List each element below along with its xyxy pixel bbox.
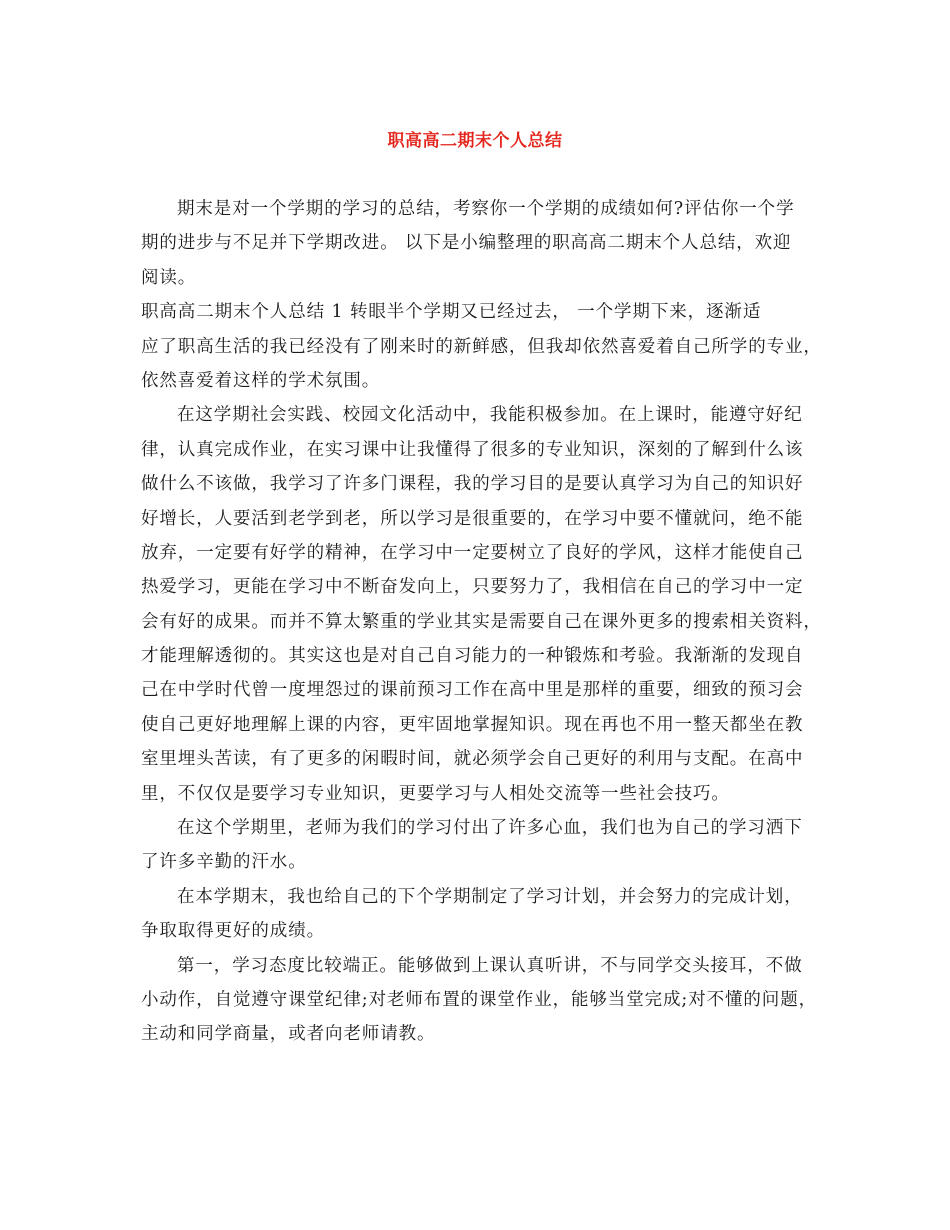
text-line: 己在中学时代曾一度埋怨过的课前预习工作在高中里是那样的重要，细致的预习会 [141, 680, 804, 701]
text-line: 热爱学习，更能在学习中不断奋发向上，只要努力了，我相信在自己的学习中一定 [141, 577, 804, 598]
text-line: 应了职高生活的我已经没有了刚来时的新鲜感，但我却依然喜爱着自己所学的专业， [141, 336, 822, 357]
text-line: 在这学期社会实践、校园文化活动中，我能积极参加。在上课时，能遵守好纪 [177, 405, 803, 426]
text-line: 主动和同学商量，或者向老师请教。 [141, 1024, 436, 1045]
text-line: 使自己更好地理解上课的内容，更牢固地掌握知识。现在再也不用一整天都坐在教 [141, 714, 804, 735]
text-line: 在本学期末，我也给自己的下个学期制定了学习计划，并会努力的完成计划， [177, 886, 803, 907]
text-line: 职高高二期末个人总结 1 转眼半个学期又已经过去， 一个学期下来，逐渐适 [141, 302, 762, 323]
text-line: 期的进步与不足并下学期改进。 以下是小编整理的职高高二期末个人总结，欢迎 [141, 233, 792, 254]
document-body [141, 192, 831, 1052]
text-line: 会有好的成果。而并不算太繁重的学业其实是需要自己在课外更多的搜索相关资料， [141, 611, 822, 632]
text-line: 依然喜爱着这样的学术氛围。 [141, 370, 381, 391]
text-line: 在这个学期里，老师为我们的学习付出了许多心血，我们也为自己的学习洒下 [177, 818, 803, 839]
text-line: 了许多辛勤的汗水。 [141, 852, 307, 873]
text-line: 做什么不该做，我学习了许多门课程，我的学习目的是要认真学习为自己的知识好 [141, 474, 804, 495]
text-line: 里，不仅仅是要学习专业知识，更要学习与人相处交流等一些社会技巧。 [141, 783, 730, 804]
text-line: 室里埋头苦读，有了更多的闲暇时间，就必须学会自己更好的利用与支配。在高中 [141, 749, 804, 770]
text-line: 放弃，一定要有好学的精神，在学习中一定要树立了良好的学风，这样才能使自己 [141, 542, 804, 563]
text-line: 阅读。 [141, 267, 197, 288]
text-line: 才能理解透彻的。其实这也是对自己自习能力的一种锻炼和考验。我渐渐的发现自 [141, 646, 804, 667]
text-line: 争取取得更好的成绩。 [141, 921, 325, 942]
text-line: 第一，学习态度比较端正。能够做到上课认真听讲，不与同学交头接耳，不做 [177, 955, 803, 976]
document-title: 职高高二期末个人总结 [387, 131, 563, 151]
text-line: 律，认真完成作业，在实习课中让我懂得了很多的专业知识，深刻的了解到什么该 [141, 439, 804, 460]
text-line: 小动作，自觉遵守课堂纪律;对老师布置的课堂作业，能够当堂完成;对不懂的问题， [141, 989, 817, 1010]
text-line: 好增长，人要活到老学到老，所以学习是很重要的，在学习中要不懂就问，绝不能 [141, 508, 804, 529]
text-line: 期末是对一个学期的学习的总结，考察你一个学期的成绩如何?评估你一个学 [177, 199, 795, 219]
